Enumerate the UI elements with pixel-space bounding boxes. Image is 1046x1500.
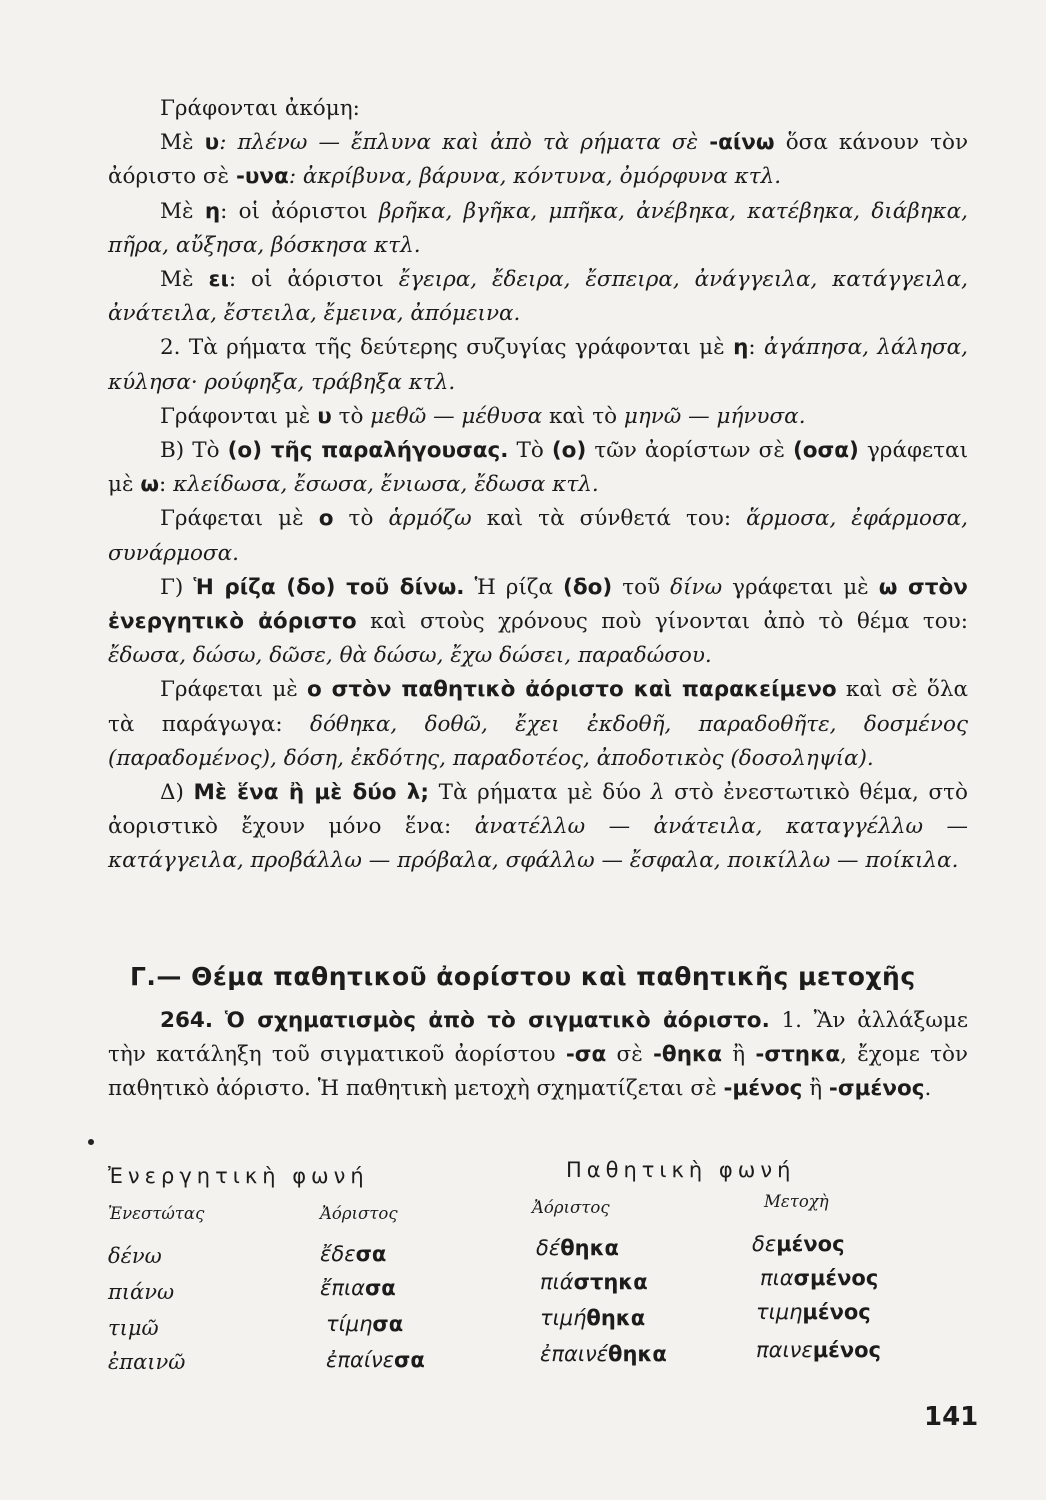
stem: τιμή [540, 1306, 587, 1330]
bold-letter: ει [208, 267, 229, 293]
bold-ending: -θηκα [653, 1042, 723, 1068]
stem: ἐπαίνε [326, 1348, 395, 1372]
text: 1. Ἂν ἀλλάξωμε τὴν κατάληξη τοῦ σιγματικοῦ ἀορίστου [108, 1008, 969, 1068]
text: : πλένω — ἔπλυνα καὶ ἀπὸ τὰ ρήματα σὲ [219, 130, 699, 156]
ending: θηκα [560, 1236, 619, 1260]
text: σὲ [616, 1042, 643, 1068]
example-words: : ἀκρίβυνα, βάρυνα, κόντυνα, ὀμόρφυνα κτλ. [288, 164, 782, 190]
ending: μένος [776, 1232, 845, 1256]
bold-ending: -αίνω [709, 130, 775, 156]
example-words: δίνω [670, 574, 723, 600]
stem: δέ [536, 1236, 561, 1260]
example-words: μεθῶ — μέθυσα [370, 403, 543, 429]
text: καὶ τὰ σύνθετά του: [486, 506, 732, 532]
participle-form [756, 1300, 871, 1324]
bold-letter: (δο) [563, 574, 613, 600]
aorist-form [326, 1348, 425, 1372]
text: : [748, 335, 756, 361]
aorist-form [320, 1242, 386, 1266]
col-passive-aorist-header: Ἀόριστος [532, 1198, 610, 1217]
text: Μὲ [160, 130, 194, 156]
text: καὶ τὸ [548, 403, 618, 429]
bold-letter: ω [140, 472, 160, 498]
ending: στηκα [573, 1270, 648, 1294]
rule-emphasis: ω στὸν ἐνεργητικὸ ἀόριστο [108, 574, 968, 635]
paragraph [108, 434, 968, 502]
col-participle-header: Μετοχὴ [764, 1192, 829, 1211]
rule-title: Ἡ ρίζα (δο) τοῦ δίνω. [193, 574, 465, 600]
ending: σα [372, 1312, 404, 1336]
text: στὸ ἐνεστωτικὸ θέμα, στὸ ἀοριστικὸ ἔχουν μόνο ἕνα: [108, 780, 968, 840]
aorist-form [320, 1276, 396, 1300]
paragraph [108, 195, 968, 263]
paragraph [108, 502, 968, 570]
text: . [924, 1076, 932, 1102]
ending: σα [355, 1242, 387, 1266]
passive-aorist-form [540, 1342, 667, 1366]
paragraph [108, 263, 968, 331]
passive-voice-header: Παθητικὴ φωνή [566, 1158, 796, 1182]
passive-aorist-form [536, 1236, 619, 1260]
text: τοῦ [622, 574, 661, 600]
rule-title: (ο) τῆς παραλήγουσας. [227, 438, 509, 464]
ending: σα [364, 1276, 396, 1300]
col-aorist-header: Ἀόριστος [320, 1204, 398, 1223]
stem: ἔδε [320, 1242, 356, 1266]
rule-emphasis: ο στὸν παθητικὸ ἀόριστο καὶ παρακείμενο [307, 677, 837, 703]
example-words: ἔγειρα, ἔδειρα, ἔσπειρα, ἀνάγγειλα, κατάγγειλα, ἀνάτειλα, ἔστειλα, ἔμεινα, ἀπόμεινα. [108, 267, 968, 327]
bold-ending: -σμένος [828, 1076, 925, 1102]
aorist-form [326, 1312, 403, 1336]
text: Γράφονται ἀκόμη: [160, 96, 360, 121]
example-words: ἀνατέλλω — ἀνάτειλα, καταγγέλλω — κατάγγειλα, προβάλλω — πρόβαλα, σφάλλω — ἔσφαλα, ποικίλλω — ποίκιλα. [108, 814, 968, 874]
present-form: πιάνω [108, 1280, 175, 1304]
page-number: 141 [924, 1402, 979, 1432]
section-264 [108, 1004, 968, 1107]
stem: ἐπαινέ [540, 1342, 609, 1366]
text: Μὲ [160, 198, 194, 224]
ending: μένος [802, 1300, 871, 1324]
conjugation-table [108, 1158, 968, 1384]
text: γράφεται μὲ [108, 438, 968, 498]
text: τὸ [348, 506, 374, 532]
example-words: ἅρμοσα, ἐφάρμοσα, συνάρμοσα. [108, 506, 969, 566]
participle-form [752, 1232, 845, 1256]
text: ὅσα κάνουν τὸν ἀόριστο σὲ [108, 130, 969, 190]
paragraph [108, 400, 968, 434]
example-words: μηνῶ — μήνυσα. [623, 403, 806, 429]
text: 2. Τὰ ρήματα τῆς δεύτερης συζυγίας γράφονται μὲ [160, 335, 725, 361]
example-words: ἁρμόζω [388, 506, 472, 532]
margin-dot [88, 1139, 94, 1145]
text: : οἱ ἀόριστοι [220, 198, 368, 224]
text: γράφεται μὲ [732, 574, 869, 600]
text: Μὲ [160, 267, 194, 293]
passive-aorist-form [540, 1270, 648, 1294]
example-words: ἀγάπησα, λάλησα, κύλησα· ρούφηξα, τράβηξα κτλ. [108, 335, 968, 395]
bold-ending: -μένος [723, 1076, 803, 1102]
text: Τὰ ρήματα μὲ δύο [438, 780, 642, 806]
ending: σμένος [793, 1266, 879, 1290]
body-text [108, 92, 968, 879]
bold-ending: -στηκα [755, 1042, 841, 1068]
ending: θηκα [586, 1306, 646, 1330]
text: τὸ [338, 403, 364, 429]
bold-letter: η [204, 198, 221, 224]
example-words: δόθηκα, δοθῶ, ἔχει ἐκδοθῆ, παραδοθῆτε, δοσμένος (παραδομένος), δόση, ἐκδότης, παραδοτέος, ἀποδοτικὸς (δοσοληψία). [108, 711, 968, 771]
example-words: λ [650, 780, 665, 806]
paragraph [108, 571, 968, 674]
paragraph [108, 92, 968, 126]
text: , ἔχομε τὸν παθητικὸ ἀόριστο. Ἡ παθητικὴ μετοχὴ σχηματίζεται σὲ [108, 1042, 968, 1102]
ending: σα [394, 1348, 425, 1372]
stem: δε [752, 1232, 777, 1256]
text: Ἡ ρίζα [474, 574, 554, 600]
bold-letter: υ [317, 403, 332, 429]
text: Γράφεται μὲ [160, 506, 304, 532]
text: καὶ στοὺς χρόνους ποὺ γίνονται ἀπὸ τὸ θέμα του: [370, 609, 968, 635]
bold-ending: -υνα [235, 164, 289, 190]
stem: πιά [540, 1270, 574, 1294]
col-present-header: Ἐνεστώτας [108, 1204, 205, 1223]
paragraph-number: 264. [160, 1008, 214, 1033]
text: Τὸ [516, 438, 544, 464]
text: Β) Τὸ [160, 438, 220, 464]
passive-aorist-form [540, 1306, 645, 1330]
stem: πια [760, 1266, 794, 1290]
paragraph [108, 1004, 968, 1107]
rule-title: Ὁ σχηματισμὸς ἀπὸ τὸ σιγματικὸ ἀόριστο. [224, 1008, 770, 1033]
bold-letter: ο [318, 506, 334, 532]
text: Γ) [160, 574, 184, 600]
rule-title: Μὲ ἕνα ἢ μὲ δύο λ; [193, 780, 429, 806]
paragraph [108, 331, 968, 399]
stem: ἔπια [320, 1276, 365, 1300]
stem: τιμη [756, 1300, 803, 1324]
paragraph [108, 776, 968, 879]
section-heading: Γ.— Θέμα παθητικοῦ ἀορίστου καὶ παθητικῆς μετοχῆς [130, 962, 916, 991]
text: : [159, 472, 167, 498]
text: Γράφονται μὲ [160, 403, 311, 429]
text: Γράφεται μὲ [160, 677, 298, 703]
participle-form [760, 1266, 878, 1290]
text: ἢ [732, 1042, 746, 1068]
active-voice-header: Ἐνεργητικὴ φωνή [108, 1164, 369, 1188]
bold-letter: η [733, 335, 749, 361]
ending: θηκα [608, 1342, 667, 1366]
participle-form [756, 1338, 881, 1362]
example-words: ἔδωσα, δώσω, δῶσε, θὰ δώσω, ἔχω δώσει, παραδώσου. [108, 643, 712, 669]
text: ἢ [809, 1076, 823, 1102]
bold-letter: (ο) [551, 438, 587, 464]
paragraph [108, 126, 968, 194]
present-form: τιμῶ [108, 1316, 159, 1340]
ending: μένος [812, 1338, 882, 1362]
example-words: κλείδωσα, ἔσωσα, ἔνιωσα, ἔδωσα κτλ. [173, 472, 599, 498]
bold-ending: (οσα) [792, 438, 859, 464]
present-form: δένω [108, 1244, 162, 1268]
bold-letter: υ [204, 130, 220, 156]
stem: παινε [756, 1338, 813, 1362]
text: καὶ σὲ ὅλα τὰ παράγωγα: [108, 677, 968, 737]
text: : οἱ ἀόριστοι [228, 267, 384, 293]
paragraph [108, 673, 968, 776]
text: Δ) [160, 780, 184, 806]
stem: τίμη [326, 1312, 373, 1336]
text: τῶν ἀορίστων σὲ [594, 438, 785, 464]
example-words: βρῆκα, βγῆκα, μπῆκα, ἀνέβηκα, κατέβηκα, διάβηκα, πῆρα, αὔξησα, βόσκησα κτλ. [108, 198, 968, 258]
present-form: ἐπαινῶ [108, 1350, 186, 1374]
bold-ending: -σα [565, 1042, 607, 1068]
